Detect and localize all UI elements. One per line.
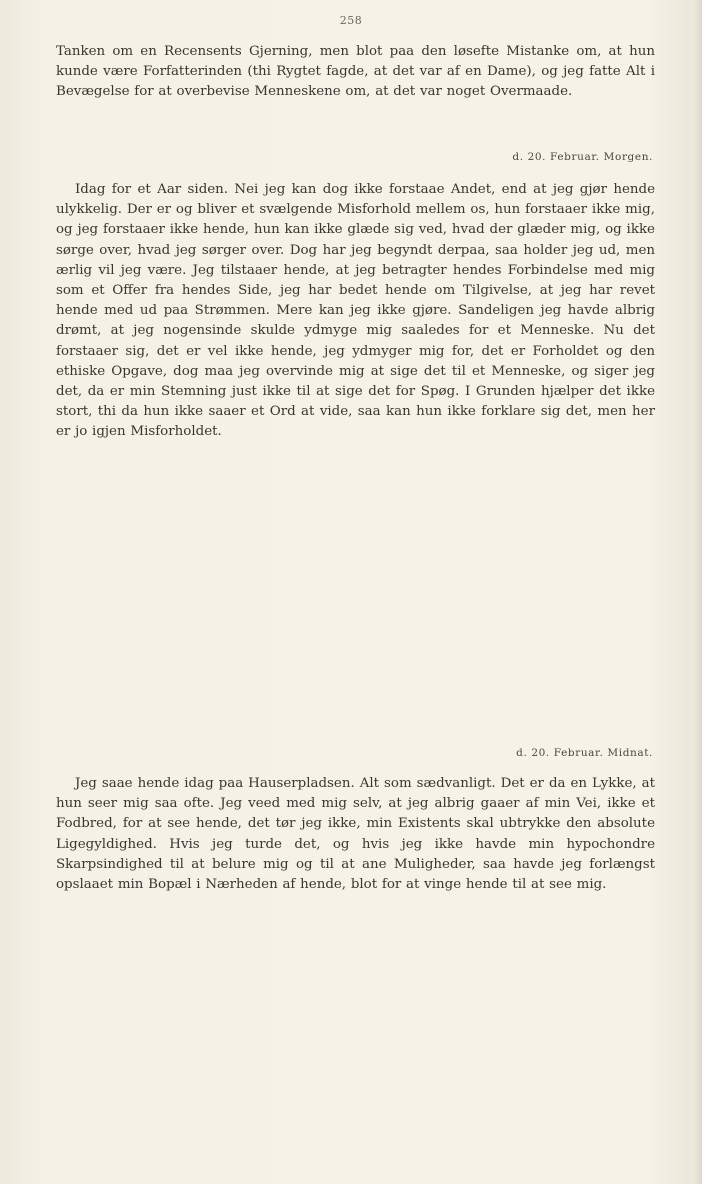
entry-midnight: [56, 774, 655, 895]
page-edge-shadow: [694, 0, 702, 1184]
entry-morning: [56, 180, 655, 443]
dateline-morning: d. 20. Februar. Morgen.: [512, 151, 653, 163]
intro-paragraph: [56, 42, 655, 103]
entry-midnight-text: Jeg saae hende idag paa Hauserpladsen. Alt som sædvanligt. Det er da en Lykke, at hun seer mig saa ofte. Jeg veed med mig selv, at jeg albrig gaaer af min Vei, ikke et Fodbred, for at see hende, det tør jeg ikke, min Existents skal ubtrykke den absolute Ligegyldighed. Hvis jeg turde det, og hvis jeg ikke havde min hypochondre Skarpsindighed til at belure mig og til at ane Muligheder, saa havde jeg forlængst opslaaet min Bopæl i Nærheden af hende, blot for at vinge hende til at see mig.: [56, 776, 655, 893]
dateline-midnight: d. 20. Februar. Midnat.: [516, 747, 653, 759]
page-number: 258: [339, 14, 363, 27]
intro-text: Tanken om en Recensents Gjerning, men blot paa den løsefte Mistanke om, at hun kunde være Forfatterinden (thi Rygtet fagde, at det var af en Dame), og jeg fatte Alt i Bevægelse for at overbevise Menneskene om, at det var noget Overmaade.: [56, 44, 655, 100]
entry-morning-text: Idag for et Aar siden. Nei jeg kan dog ikke forstaae Andet, end at jeg gjør hende ulykkelig. Der er og bliver et svælgende Misforhold mellem os, hun forstaaer ikke mig, og jeg forstaaer ikke hende, hun kan ikke glæde sig ved, hvad der glæder mig, og ikke sørge over, hvad jeg sørger over. Dog har jeg begyndt derpaa, saa holder jeg ud, men ærlig vil jeg være. Jeg tilstaaer hende, at jeg betragter hendes Forbindelse med mig som et Offer fra hendes Side, jeg har bedet hende om Tilgivelse, at jeg har revet hende med ud paa Strømmen. Mere kan jeg ikke gjøre. Sandeligen jeg havde albrig drømt, at jeg nogensinde skulde ydmyge mig saaledes for et Menneske. Nu det forstaaer sig, det er vel ikke hende, jeg ydmyger mig for, det er Forholdet og den ethiske Opgave, dog maa jeg overvinde mig at sige det til et Menneske, og siger jeg det, da er min Stemning just ikke til at sige det for Spøg. I Grunden hjælper det ikke stort, thi da hun ikke saaer et Ord at vide, saa kan hun ikke forklare sig det, men her er jo igjen Misforholdet.: [56, 182, 655, 440]
